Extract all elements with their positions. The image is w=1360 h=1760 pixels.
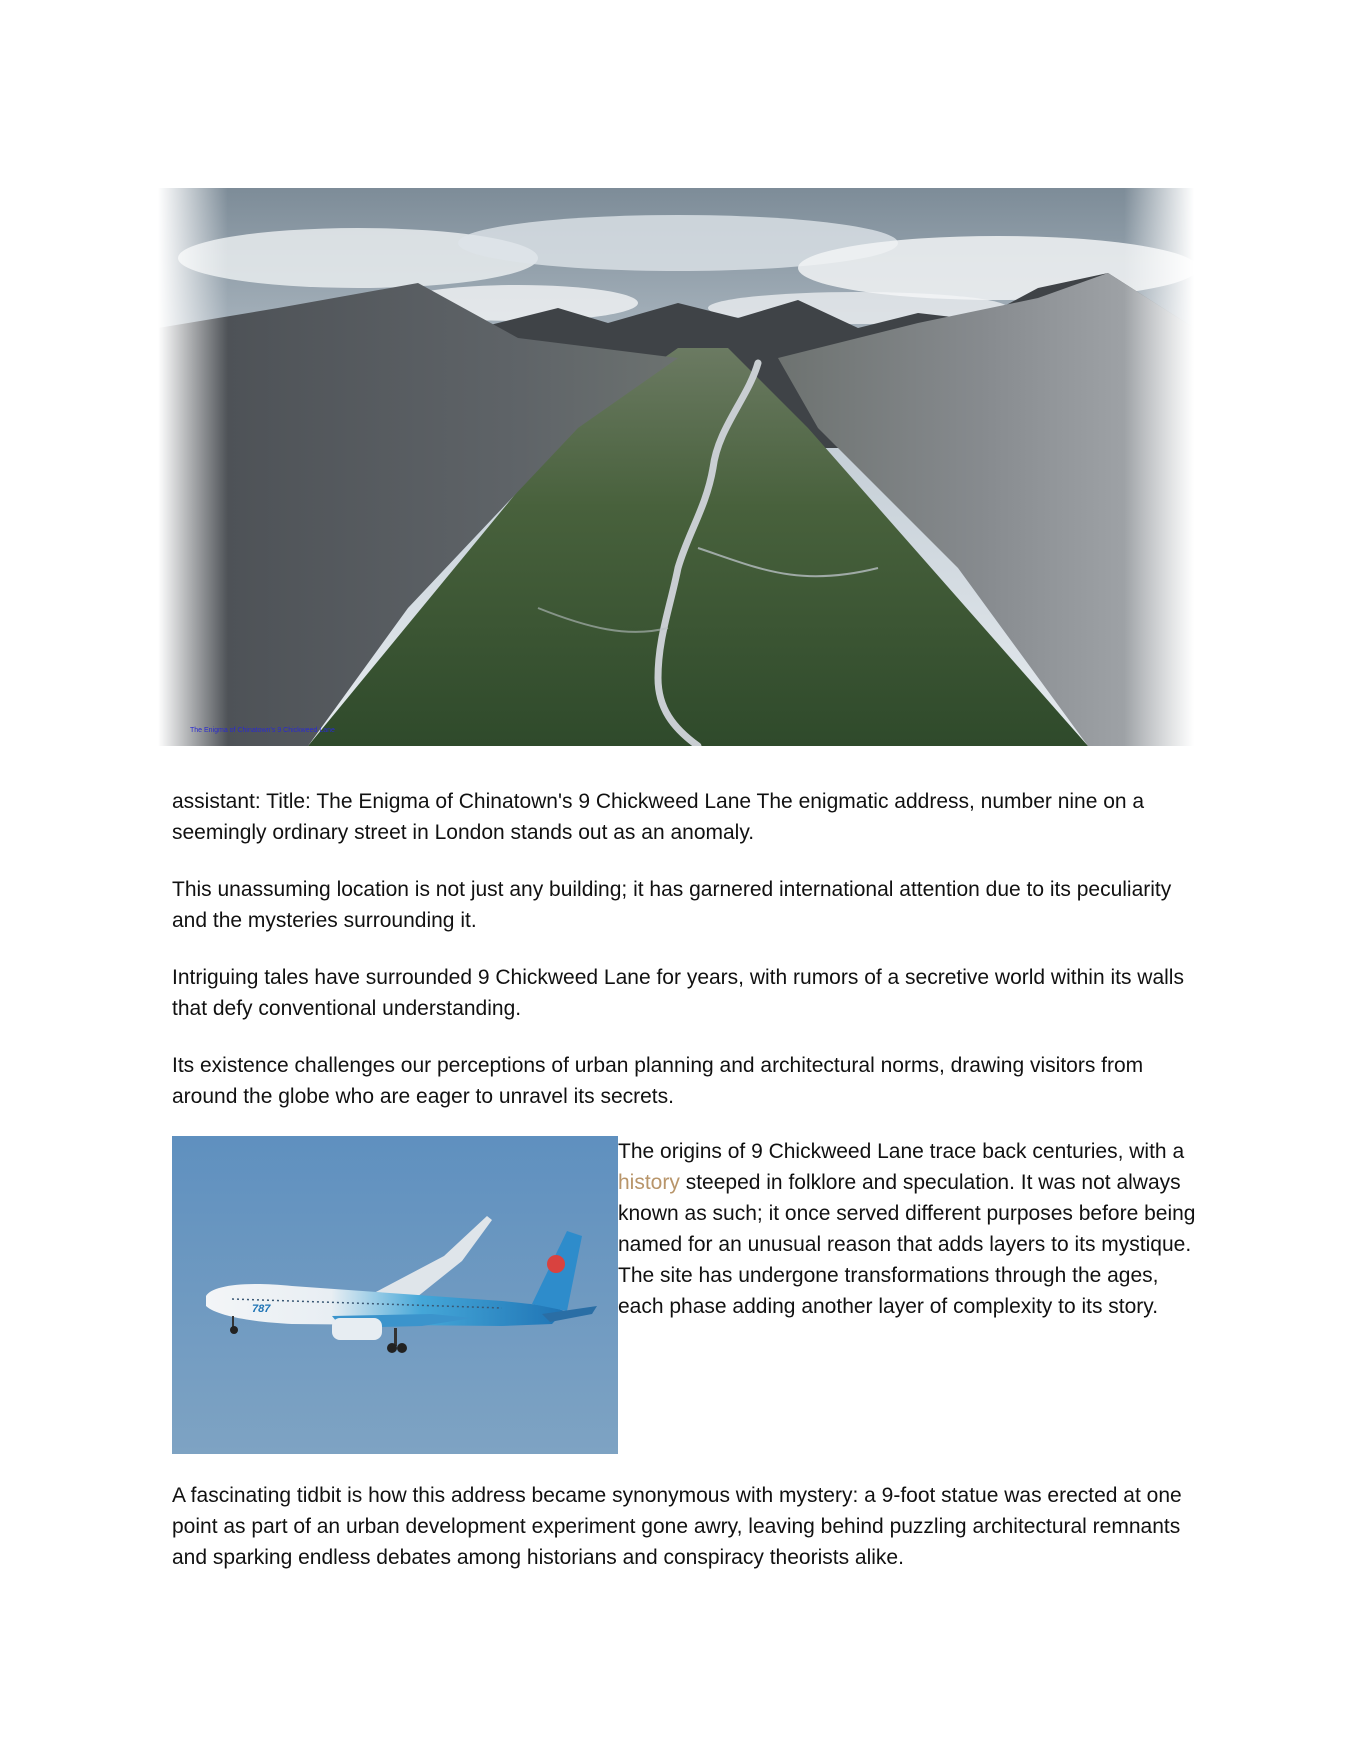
paragraph-5-start: The origins of 9 Chickweed Lane trace back centuries, with a	[618, 1140, 1185, 1163]
article-paragraph-4: Its existence challenges our perceptions of urban planning and architectural norms, drawing visitors from around the globe who are eager to unravel its secrets.	[172, 1054, 1144, 1108]
airplane-image	[172, 1136, 618, 1454]
hero-caption: The Enigma of Chinatown's 9 Chickweed Lane	[190, 727, 335, 734]
hero-landscape-image	[158, 188, 1194, 746]
paragraph-5-end: steeped in folklore and speculation. It was not always known as such; it once served different purposes before being named for an unusual reason that adds layers to its mystique. The site has undergone transformations through the ages, each phase adding another layer of complexity to its story.	[618, 1171, 1196, 1318]
history-link[interactable]: history	[618, 1171, 680, 1194]
airplane-illustration	[172, 1136, 618, 1454]
article-paragraph-1: assistant: Title: The Enigma of Chinatown's 9 Chickweed Lane The enigmatic address, number nine on a seemingly ordinary street in London stands out as an anomaly.	[172, 790, 1145, 844]
article-paragraph-2: This unassuming location is not just any building; it has garnered international attention due to its peculiarity and the mysteries surrounding it.	[172, 878, 1172, 932]
mountain-valley-illustration	[158, 188, 1194, 746]
article-paragraph-3: Intriguing tales have surrounded 9 Chickweed Lane for years, with rumors of a secretive world within its walls that defy conventional understanding.	[172, 966, 1184, 1020]
article-paragraph-5	[618, 1136, 1198, 1322]
livery-text: 787	[252, 1303, 271, 1315]
article-paragraph-6: A fascinating tidbit is how this address became synonymous with mystery: a 9-foot statue was erected at one point as part of an urban development experiment gone awry, leaving behind puzzling architectural remnants and sparking endless debates among historians and conspiracy theorists alike.	[172, 1484, 1182, 1569]
